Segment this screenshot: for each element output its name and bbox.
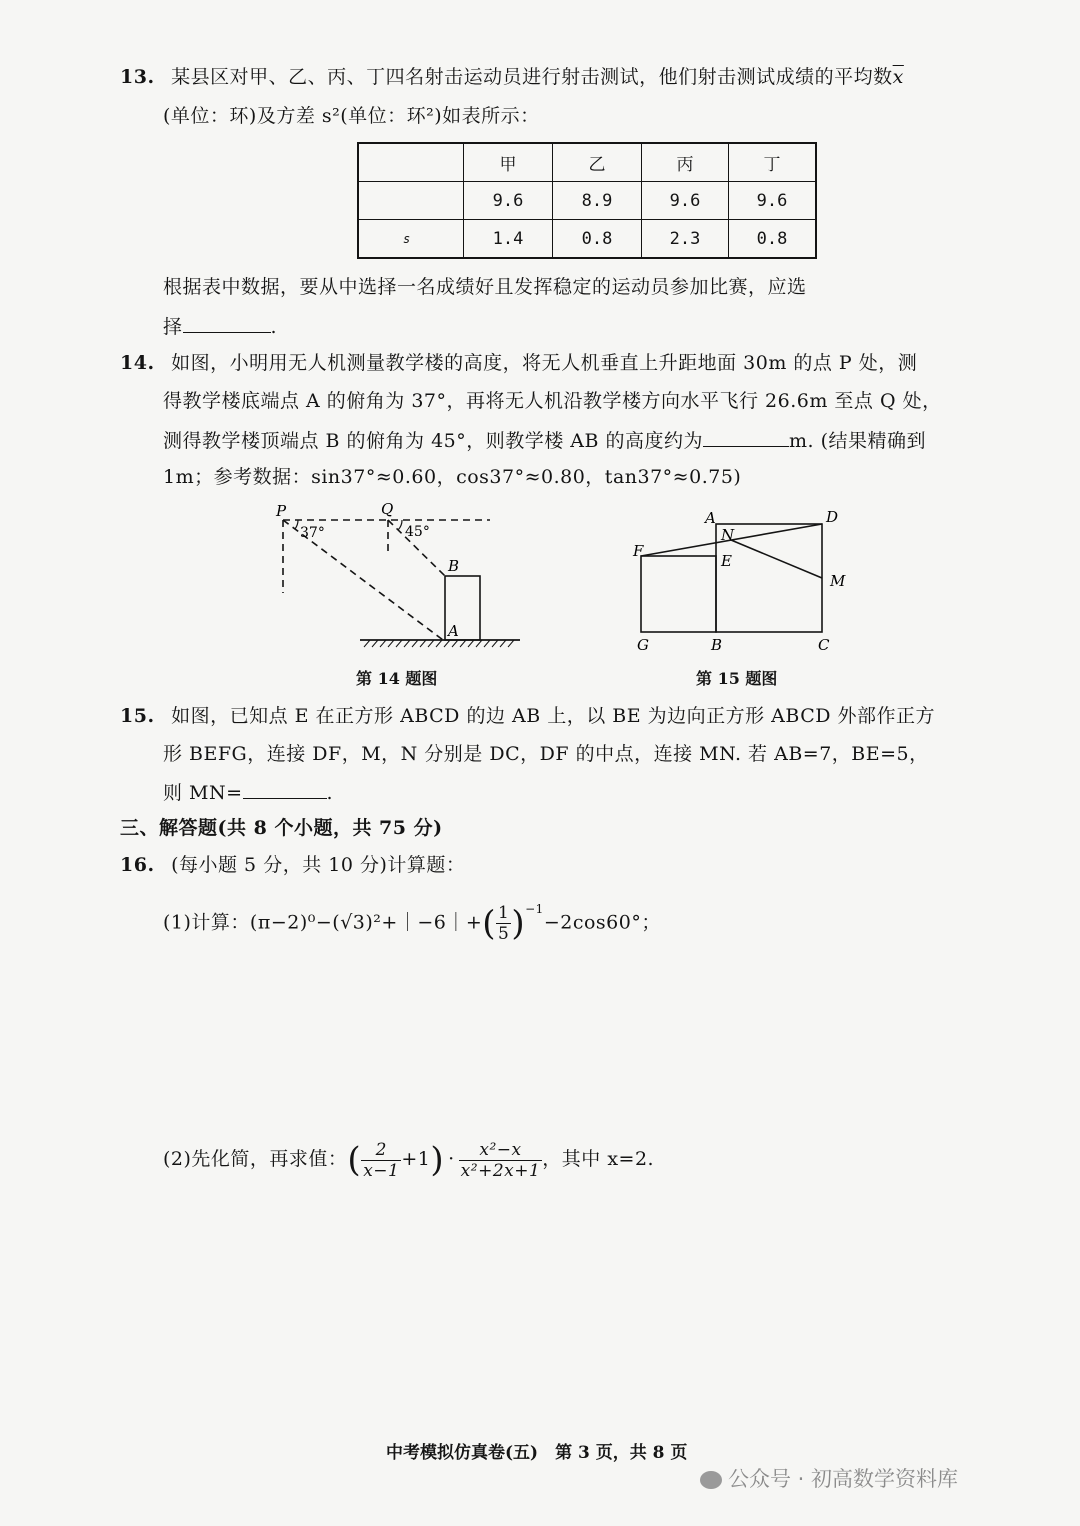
label-Q: Q: [381, 500, 394, 518]
q13-line3: 根据表中数据，要从中选择一名成绩好且发挥稳定的运动员参加比赛，应选: [163, 276, 807, 298]
figure-14: [260, 498, 540, 658]
exponent: −1: [525, 902, 544, 916]
label-B: B: [448, 557, 460, 575]
q13-text1: 某县区对甲、乙、丙、丁四名射击运动员进行射击测试，他们射击测试成绩的平均数: [171, 66, 893, 88]
label-E: E: [721, 552, 732, 570]
figure-14-caption: 第 14 题图: [356, 669, 438, 688]
q15-line3: [163, 778, 333, 806]
label-F: F: [633, 542, 644, 560]
wechat-icon: [700, 1471, 722, 1489]
q14-line3: [163, 426, 926, 454]
q14-number: 14.: [120, 352, 155, 374]
q13-xbar: $\overline{x}$: [892, 66, 904, 88]
label-P: P: [276, 502, 287, 520]
table-cell: 0.8: [553, 220, 642, 259]
label-angle-45: 45°: [405, 524, 430, 540]
table-cell: 甲: [464, 143, 553, 182]
fraction: $\frac{1}{5}$: [498, 902, 510, 944]
label-B: B: [711, 636, 723, 654]
label-N: N: [721, 526, 735, 544]
table-cell: 丙: [642, 143, 729, 182]
q14-line4: 1m；参考数据：sin37°≈0.60，cos37°≈0.80，tan37°≈0.75): [163, 466, 742, 488]
label-A: A: [448, 622, 459, 640]
section-heading: 三、解答题(共 8 个小题，共 75 分): [120, 817, 443, 839]
table-cell: 8.9: [553, 182, 642, 220]
q14-line1: [120, 350, 917, 376]
table-cell: 乙: [553, 143, 642, 182]
answer-blank: [183, 312, 271, 333]
table-cell: 2.3: [642, 220, 729, 259]
q13-number: 13.: [120, 66, 155, 88]
table-row: [358, 143, 816, 182]
label-G: G: [637, 636, 649, 654]
label-M: M: [830, 572, 846, 590]
table-cell: 9.6: [729, 182, 817, 220]
q13-line4-text: 择: [163, 316, 183, 338]
q13-line4: [163, 312, 277, 340]
q16-part1-label: (1)计算：: [163, 911, 250, 934]
q16-intro-text: (每小题 5 分，共 10 分)计算题：: [171, 854, 466, 876]
q16-number: 16.: [120, 854, 155, 876]
q16-part2-label: (2)先化简，再求值：: [163, 1148, 348, 1170]
q15-line2: 形 BEFG，连接 DF，M，N 分别是 DC，DF 的中点，连接 MN. 若 AB=7，BE=5，: [163, 743, 929, 765]
q14-line2: 得教学楼底端点 A 的俯角为 37°，再将无人机沿教学楼方向水平飞行 26.6m 至点 Q 处，: [163, 390, 942, 412]
table-cell: 1.4: [464, 220, 553, 259]
q15-line3-text: 则 MN=: [163, 782, 243, 804]
table-cell: 0.8: [729, 220, 817, 259]
q15-number: 15.: [120, 705, 155, 727]
answer-blank: [703, 426, 789, 447]
fraction: $\frac{\text{x²−x}}{\text{x²+2x+1}}$: [460, 1139, 541, 1181]
q15-line1: [120, 703, 935, 729]
q14-text1: 如图，小明用无人机测量教学楼的高度，将无人机垂直上升距地面 30m 的点 P 处，测: [171, 352, 918, 374]
table-cell: [358, 143, 464, 182]
q15-line3-end: .: [326, 782, 334, 804]
q13-line2: (单位：环)及方差 s²(单位：环²)如表所示：: [163, 105, 540, 127]
score-table: [357, 142, 817, 259]
q14-line3b: m. (结果精确到: [789, 430, 927, 452]
watermark: 公众号 · 初高数学资料库: [700, 1463, 958, 1493]
table-cell: s: [358, 220, 464, 259]
q13-line1: [120, 64, 904, 90]
table-cell: 丁: [729, 143, 817, 182]
page-footer: 中考模拟仿真卷(五) 第 3 页，共 8 页: [386, 1443, 688, 1463]
q14-line3a: 测得教学楼顶端点 B 的俯角为 45°，则教学楼 AB 的高度约为: [163, 430, 704, 452]
q16-intro: [120, 852, 465, 878]
fraction: $\frac{2}{x-1}$: [363, 1139, 400, 1181]
q13-line4-end: .: [270, 316, 278, 338]
q16-part1-expr-a: (π−2)⁰−(√3)²+｜−6｜+: [249, 911, 483, 934]
q16-part1: (1)计算：(π−2)⁰−(√3)²+｜−6｜+( $\frac{1}{5}$ )$^{-1}$−2cos60°；: [163, 902, 661, 944]
figure-15-caption: 第 15 题图: [696, 669, 778, 688]
figure-15: [625, 504, 855, 664]
label-C: C: [818, 636, 830, 654]
label-angle-37: 37°: [300, 525, 325, 541]
q16-part2: (2)先化简，再求值：( $\frac{2}{x-1}$ +1) · $\frac{\text{x²−x}}{\text{x²+2x+1}}$ ，其中 x=2.: [163, 1139, 655, 1181]
q16-part2-tail: ，其中 x=2.: [542, 1148, 655, 1170]
table-row: [358, 220, 816, 259]
table-cell: 9.6: [464, 182, 553, 220]
table-row: [358, 182, 816, 220]
label-A: A: [705, 509, 716, 527]
label-D: D: [826, 508, 839, 526]
table-cell: [358, 182, 464, 220]
answer-blank: [243, 778, 327, 799]
table-cell: 9.6: [642, 182, 729, 220]
q15-text1: 如图，已知点 E 在正方形 ABCD 的边 AB 上，以 BE 为边向正方形 ABCD 外部作正方: [171, 705, 936, 727]
q16-part1-expr-b: −2cos60°；: [543, 911, 661, 934]
